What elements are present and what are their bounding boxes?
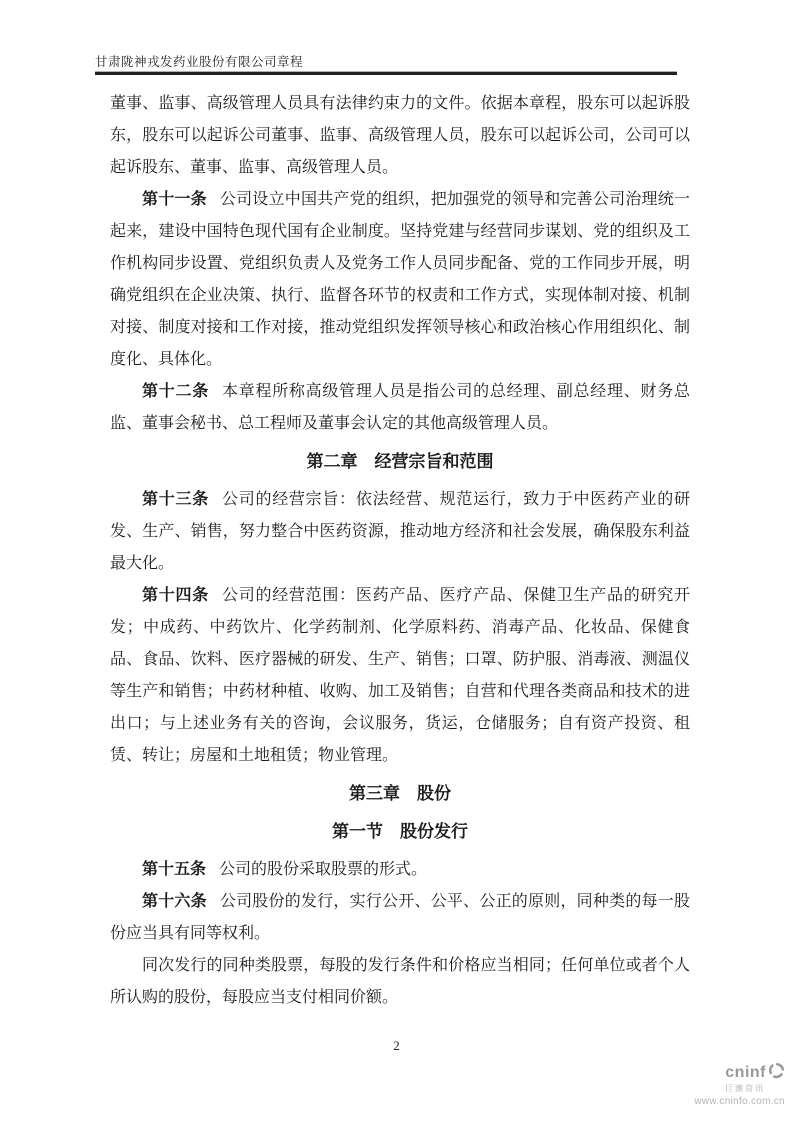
running-header-title: 甘肃陇神戎发药业股份有限公司章程	[95, 55, 304, 69]
section-heading: 第一节 股份发行	[332, 822, 468, 841]
article-paragraph	[110, 580, 690, 772]
article-term: 第十六条	[142, 893, 207, 910]
page-number: 2	[393, 1038, 400, 1053]
article-paragraph	[110, 484, 690, 580]
document-body	[110, 88, 690, 1014]
article-term: 第十五条	[142, 861, 207, 878]
article-term: 第十二条	[142, 383, 209, 400]
article-paragraph	[110, 376, 690, 440]
article-text: 公司的经营宗旨：依法经营、规范运行，致力于中医药产业的研发、生产、销售，努力整合中医药资源，推动地方经济和社会发展，确保股东利益最大化。	[110, 491, 690, 572]
cninfo-url: www.cninfo.com.cn	[694, 1096, 785, 1108]
body-paragraph: 董事、监事、高级管理人员具有法律约束力的文件。依据本章程，股东可以起诉股东，股东可以起诉公司董事、监事、高级管理人员，股东可以起诉公司，公司可以起诉股东、董事、监事、高级管理人员。	[110, 95, 690, 176]
header-rule	[95, 71, 677, 75]
body-paragraph: 同次发行的同种类股票，每股的发行条件和价格应当相同；任何单位或者个人所认购的股份，每股应当支付相同价额。	[110, 957, 690, 1006]
cninfo-brand-cn: 巨潮资讯	[725, 1083, 765, 1093]
article-text: 公司设立中国共产党的组织，把加强党的领导和完善公司治理统一起来，建设中国特色现代国有企业制度。坚持党建与经营同步谋划、党的组织及工作机构同步设置、党组织负责人及党务工作人员同步配备、党的工作同步开展，明确党组织在企业决策、执行、监督各环节的权责和工作方式，实现体制对接、机制对接、制度对接和工作对接，推动党组织发挥领导核心和政治核心作用组织化、制度化、具体化。	[110, 191, 690, 368]
article-paragraph	[110, 886, 690, 950]
cninfo-watermark	[694, 1062, 785, 1107]
article-term: 第十三条	[142, 491, 209, 508]
cninfo-swirl-icon	[768, 1062, 785, 1084]
chapter-heading: 第二章 经营宗旨和范围	[306, 452, 494, 471]
article-term: 第十四条	[142, 587, 209, 604]
article-paragraph	[110, 184, 690, 376]
cninfo-logo-row	[694, 1062, 785, 1084]
article-term: 第十一条	[142, 191, 207, 208]
cninfo-logo-text: cninf	[725, 1064, 766, 1081]
article-text: 本章程所称高级管理人员是指公司的总经理、副总经理、财务总监、董事会秘书、总工程师及董事会认定的其他高级管理人员。	[110, 383, 690, 432]
chapter-heading: 第三章 股份	[349, 784, 451, 803]
article-text: 公司股份的发行，实行公开、公平、公正的原则，同种类的每一股份应当具有同等权利。	[110, 893, 690, 942]
article-text: 公司的经营范围：医药产品、医疗产品、保健卫生产品的研究开发；中成药、中药饮片、化学药制剂、化学原料药、消毒产品、化妆品、保健食品、食品、饮料、医疗器械的研发、生产、销售；口罩、防护服、消毒液、测温仪等生产和销售；中药材种植、收购、加工及销售；自营和代理各类商品和技术的进出口；与上述业务有关的咨询，会议服务，货运，仓储服务；自有资产投资、租赁、转让；房屋和土地租赁；物业管理。	[110, 587, 690, 764]
article-text: 公司的股份采取股票的形式。	[219, 861, 428, 878]
header-rule-dark	[95, 72, 677, 75]
article-paragraph	[110, 854, 690, 886]
